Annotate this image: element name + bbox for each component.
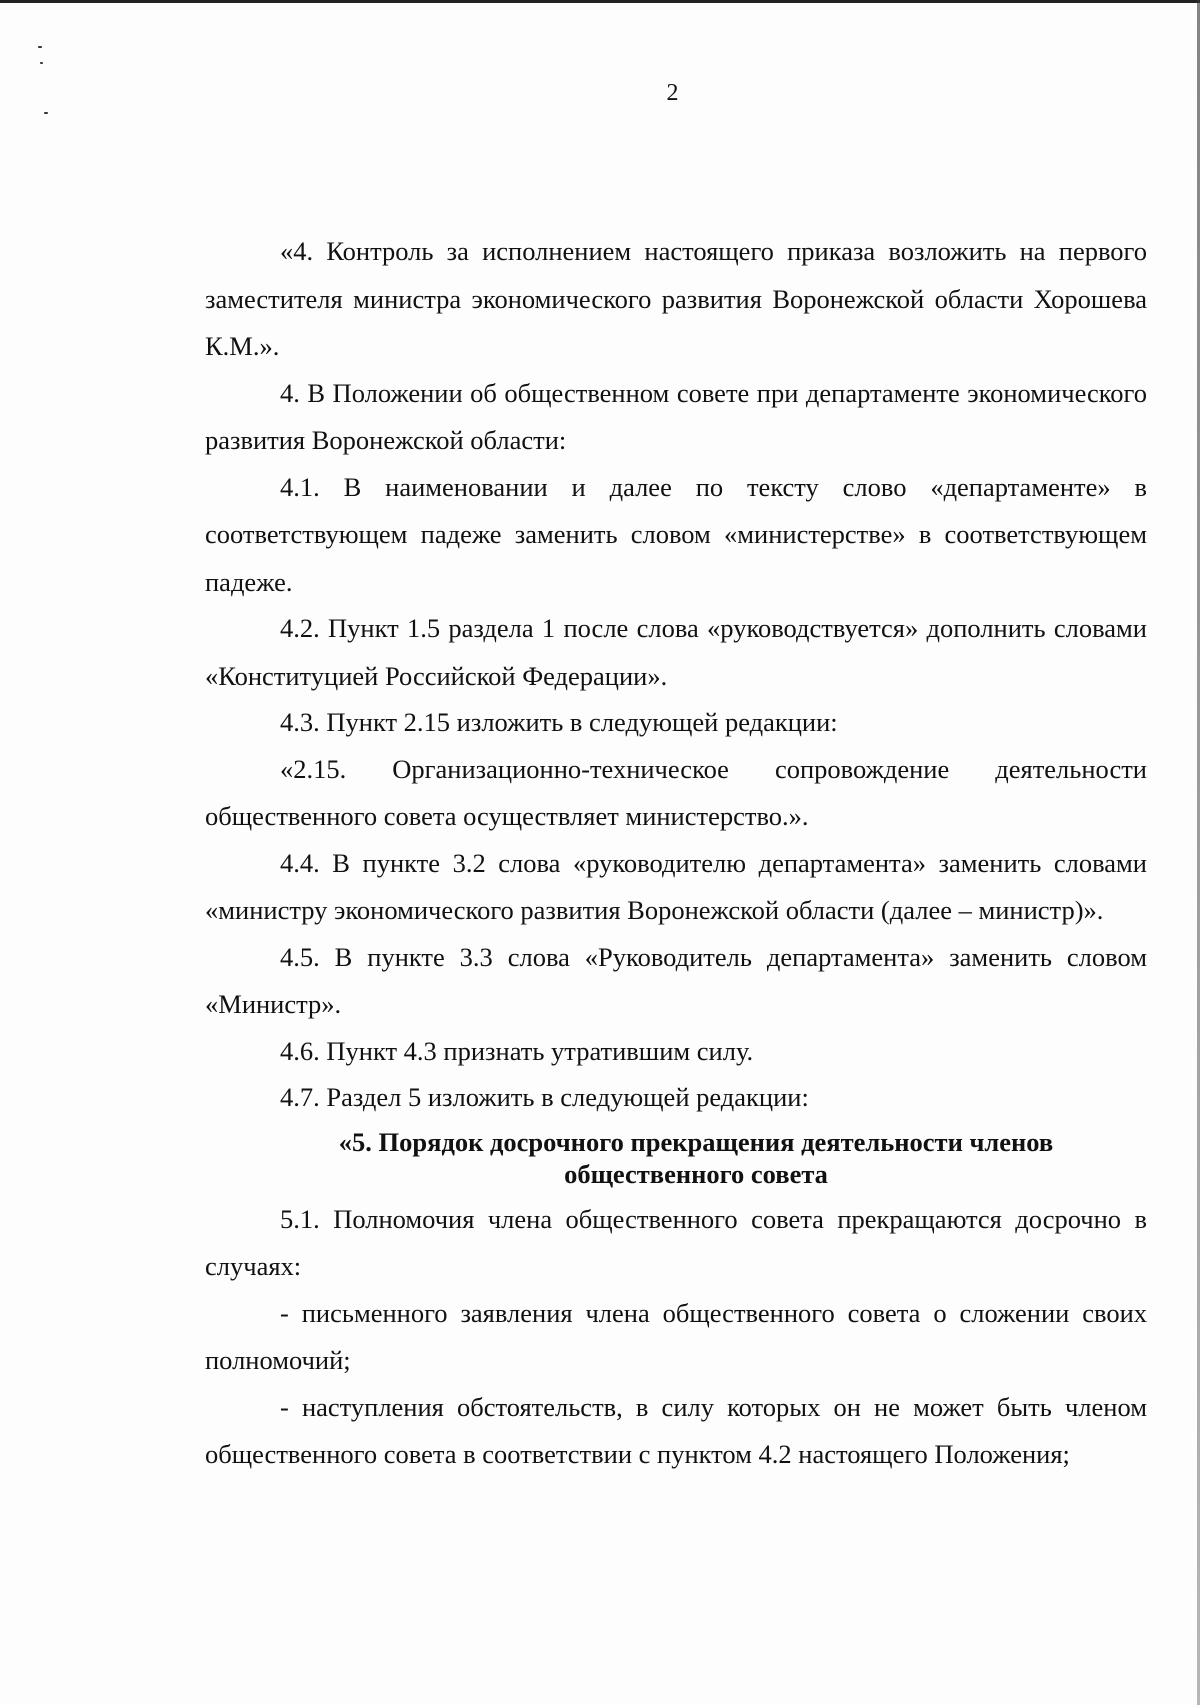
- scan-top-edge: [0, 0, 1200, 3]
- section-heading-line: «5. Порядок досрочного прекращения деятельности членов: [338, 1126, 1054, 1157]
- paragraph: 4. В Положении об общественном совете при департаменте экономического развития Воронежской области:: [205, 377, 1147, 455]
- paragraph: 4.5. В пункте 3.3 слова «Руководитель департамента» заменить словом «Министр».: [205, 941, 1147, 1019]
- paragraph: 4.2. Пункт 1.5 раздела 1 после слова «руководствуется» дополнить словами «Конституцией Российской Федерации».: [205, 613, 1147, 691]
- paragraph: 4.3. Пункт 2.15 изложить в следующей редакции:: [280, 707, 838, 737]
- paragraph: 4.6. Пункт 4.3 признать утратившим силу.: [280, 1035, 754, 1066]
- scan-speck: [40, 62, 43, 64]
- paragraph: - наступления обстоятельств, в силу которых он не может быть членом общественного совета в соответствии с пунктом 4.2 настоящего Положения;: [205, 1391, 1147, 1469]
- paragraph: 4.4. В пункте 3.2 слова «руководителю департамента» заменить словами «министру экономического развития Воронежской области (далее – министр)».: [205, 847, 1147, 925]
- section-heading: [205, 1126, 1147, 1190]
- document-body: [205, 228, 1147, 1479]
- scan-speck: [44, 112, 48, 114]
- paragraph: «4. Контроль за исполнением настоящего приказа возложить на первого заместителя министра экономического развития Воронежской области Хорошева К.М.».: [205, 236, 1147, 361]
- paragraph: 4.1. В наименовании и далее по тексту слово «департаменте» в соответствующем падеже заменить словом «министерстве» в соответствующем падеже.: [205, 471, 1147, 597]
- paragraph: - письменного заявления члена общественного совета о сложении своих полномочий;: [205, 1297, 1147, 1375]
- paragraph: 5.1. Полномочия члена общественного совета прекращаются досрочно в случаях:: [205, 1203, 1147, 1281]
- section-heading-line: общественного совета: [564, 1158, 828, 1189]
- paragraph: «2.15. Организационно-техническое сопровождение деятельности общественного совета осуществляет министерство.».: [205, 753, 1147, 831]
- scan-speck: [38, 46, 42, 48]
- paragraph: 4.7. Раздел 5 изложить в следующей редакции:: [280, 1082, 809, 1112]
- page-number: 2: [666, 80, 679, 106]
